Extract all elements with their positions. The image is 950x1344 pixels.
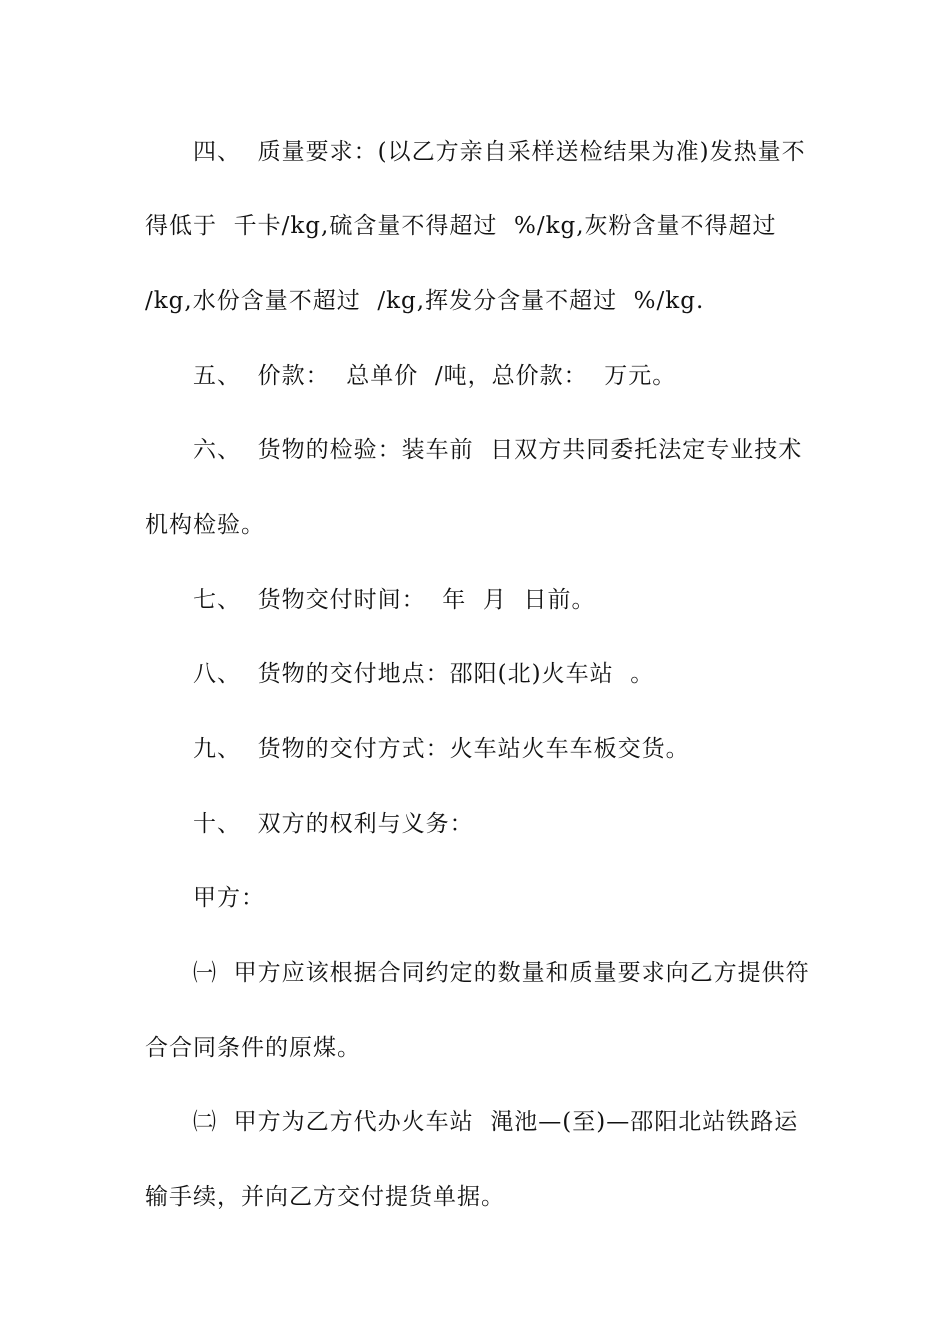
- clause-4-quality-line-2: 得低于 千卡/kg,硫含量不得超过 %/kg,灰粉含量不得超过: [145, 213, 777, 239]
- party-a-item-1-line-1: ㈠ 甲方应该根据合同约定的数量和质量要求向乙方提供符: [193, 960, 810, 986]
- clause-9-delivery-method: 九、 货物的交付方式：火车站火车车板交货。: [193, 736, 690, 762]
- clause-5-price: 五、 价款： 总单价 /吨，总价款： 万元。: [193, 363, 677, 389]
- party-a-item-1-line-2: 合合同条件的原煤。: [145, 1035, 361, 1061]
- clause-7-delivery-time: 七、 货物交付时间： 年 月 日前。: [193, 587, 596, 613]
- clause-8-delivery-place: 八、 货物的交付地点：邵阳(北)火车站 。: [193, 661, 655, 687]
- party-a-item-2-line-1: ㈡ 甲方为乙方代办火车站 渑池—(至)—邵阳北站铁路运: [193, 1109, 799, 1135]
- party-a-heading: 甲方：: [193, 885, 265, 911]
- clause-10-rights-obligations: 十、 双方的权利与义务：: [193, 811, 474, 837]
- clause-6-inspection-line-1: 六、 货物的检验：装车前 日双方共同委托法定专业技术: [193, 437, 803, 463]
- clause-6-inspection-line-2: 机构检验。: [145, 512, 265, 538]
- clause-4-quality-line-1: 四、 质量要求：(以乙方亲自采样送检结果为准)发热量不: [193, 139, 806, 165]
- clause-4-quality-line-3: /kg,水份含量不超过 /kg,挥发分含量不超过 %/kg.: [145, 288, 705, 314]
- party-a-item-2-line-2: 输手续，并向乙方交付提货单据。: [145, 1184, 505, 1210]
